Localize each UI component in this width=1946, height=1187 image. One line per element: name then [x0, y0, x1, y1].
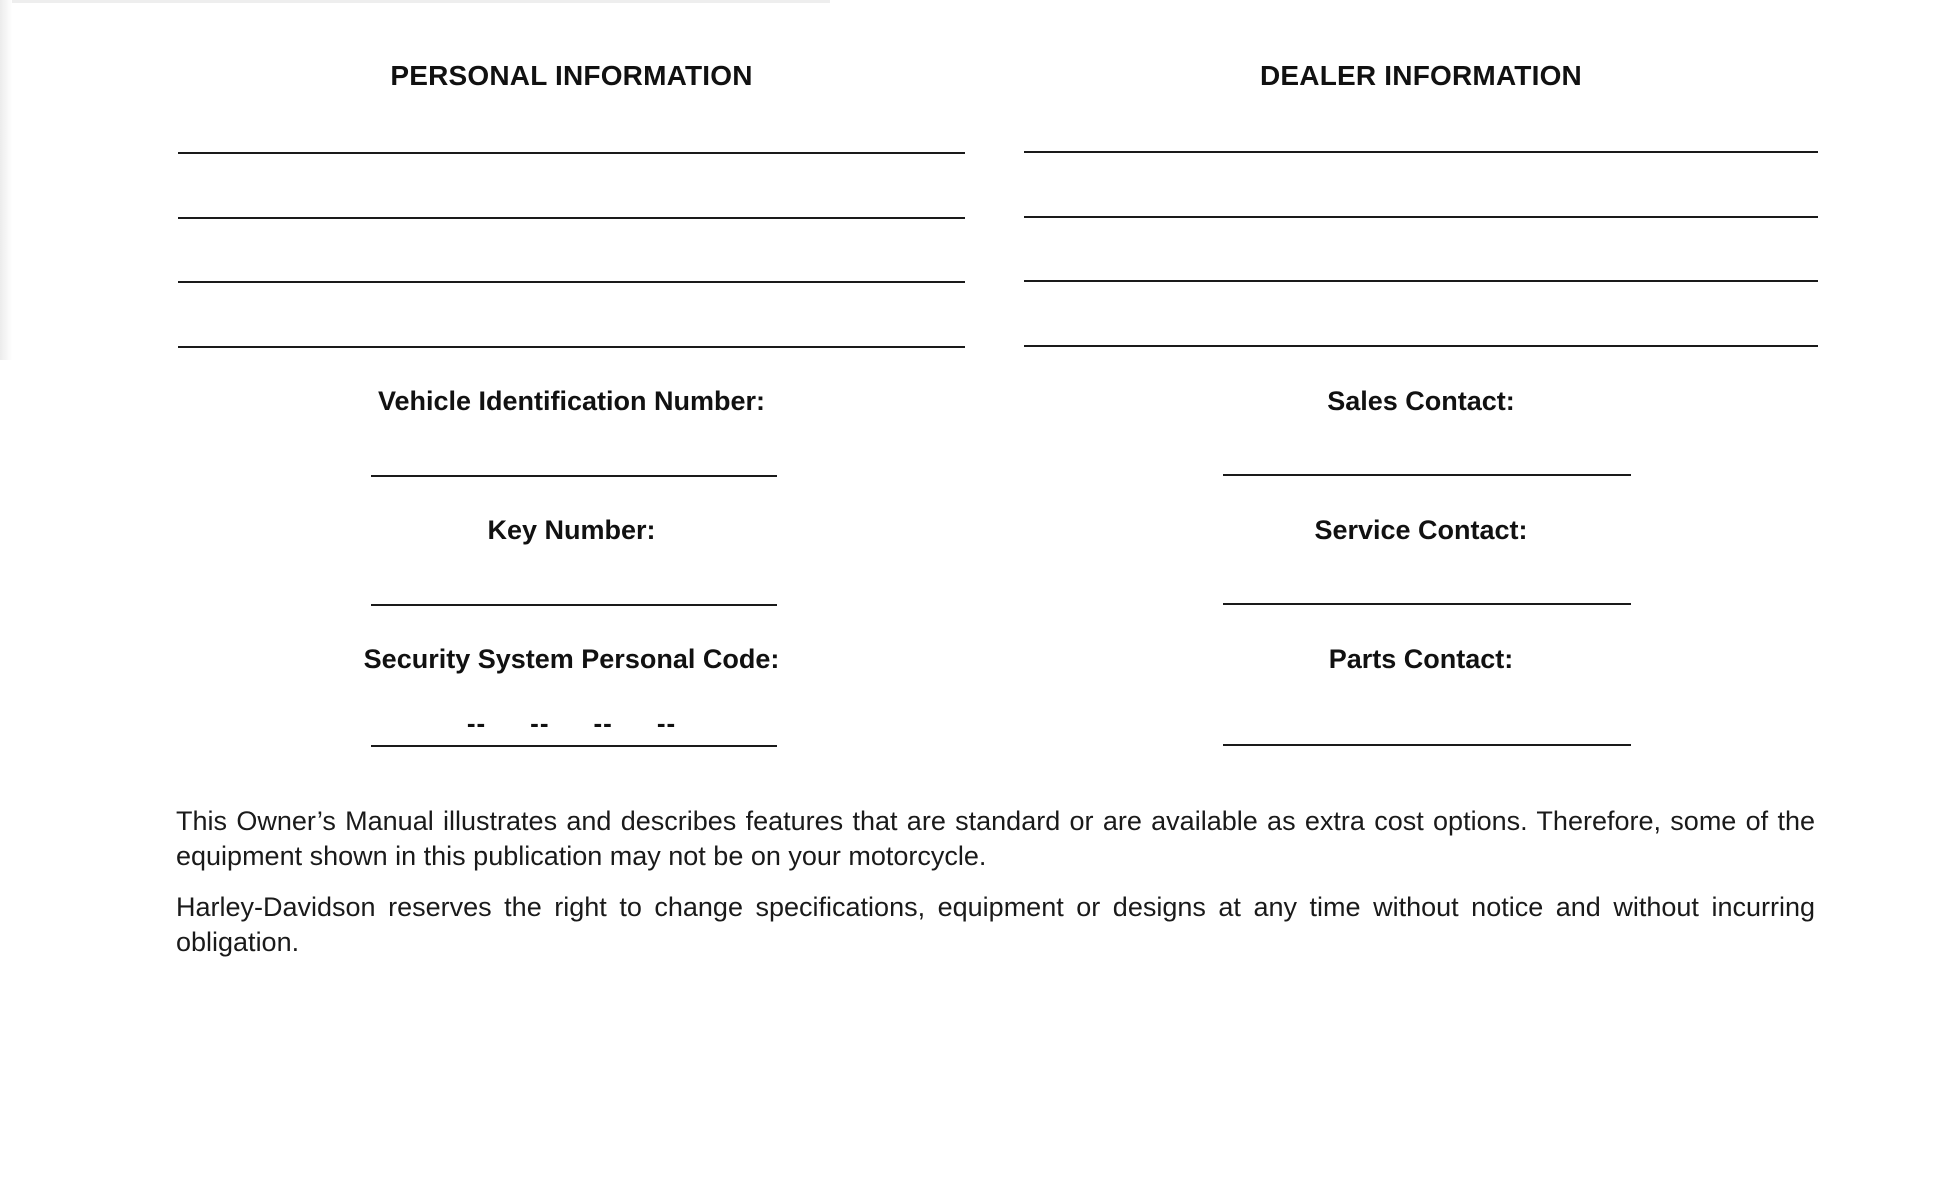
personal-info-line-3[interactable]	[178, 281, 965, 283]
sales-contact-field-line[interactable]	[1223, 474, 1631, 476]
dealer-info-line-1[interactable]	[1024, 151, 1818, 153]
security-code-digit-1: --	[466, 708, 487, 738]
dealer-info-line-3[interactable]	[1024, 280, 1818, 282]
personal-info-line-1[interactable]	[178, 152, 965, 154]
scan-edge-top	[0, 0, 830, 3]
dealer-information-title: DEALER INFORMATION	[1260, 60, 1582, 91]
vin-field-line[interactable]	[371, 475, 777, 477]
parts-contact-label: Parts Contact:	[1328, 644, 1514, 674]
security-code-digit-2: --	[530, 708, 550, 738]
key-number-label: Key Number:	[487, 515, 656, 545]
personal-information-title: PERSONAL INFORMATION	[390, 60, 753, 91]
sales-contact-label: Sales Contact:	[1327, 386, 1515, 416]
security-code-digit-4: --	[656, 708, 677, 738]
scan-edge-left	[0, 0, 12, 360]
personal-info-line-4[interactable]	[178, 346, 965, 348]
personal-info-line-2[interactable]	[178, 217, 965, 219]
dealer-info-line-2[interactable]	[1024, 216, 1818, 218]
parts-contact-field-line[interactable]	[1223, 744, 1631, 746]
optional-equipment-notice: This Owner’s Manual illustrates and describes features that are standard or are available as extra cost options. Therefore, some of the equipment shown in this publication may not be on your motorcycle.	[176, 806, 1815, 871]
security-code-field-line[interactable]	[371, 745, 777, 747]
vin-label: Vehicle Identification Number:	[377, 386, 766, 416]
service-contact-label: Service Contact:	[1314, 515, 1528, 545]
security-code-dashes	[178, 708, 965, 739]
security-code-digit-3: --	[593, 708, 613, 738]
service-contact-field-line[interactable]	[1223, 603, 1631, 605]
key-number-field-line[interactable]	[371, 604, 777, 606]
specification-change-notice: Harley-Davidson reserves the right to change specifications, equipment or designs at any time without notice and without incurring obligation.	[176, 892, 1815, 957]
dealer-info-line-4[interactable]	[1024, 345, 1818, 347]
security-code-label: Security System Personal Code:	[363, 644, 780, 674]
